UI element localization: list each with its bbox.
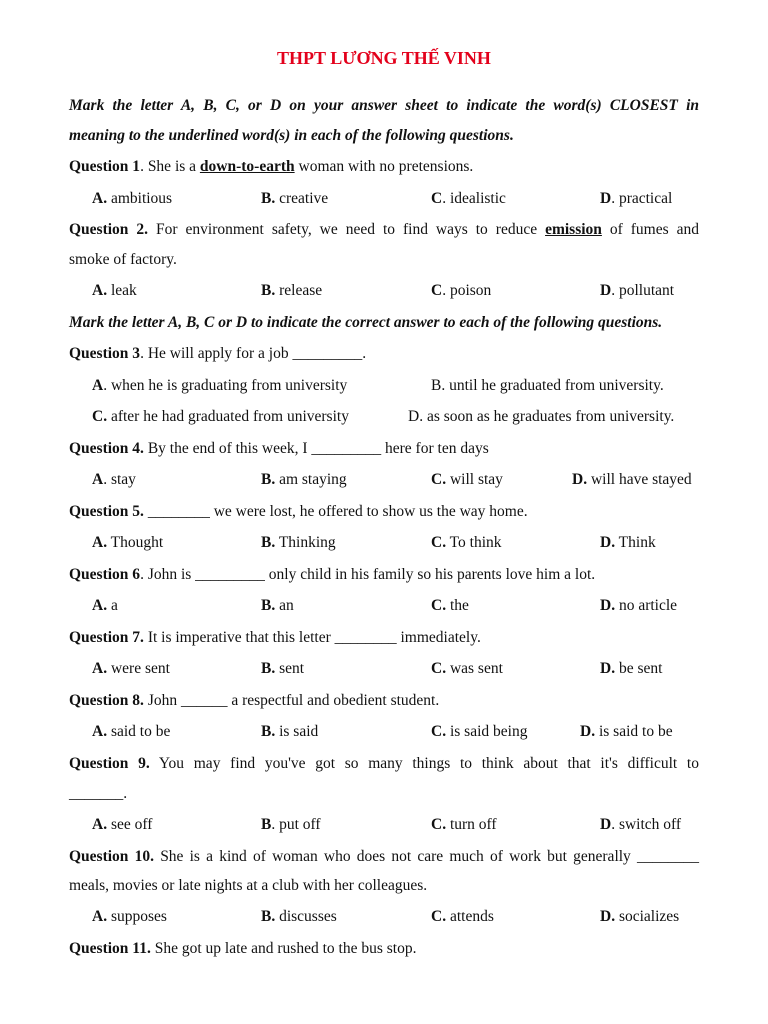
question-text: By the end of this week, I _________ here for ten days (143, 440, 489, 457)
instruction-1-line-2: meaning to the underlined word(s) in each of the following questions. (69, 127, 514, 144)
question-7-options (0, 659, 768, 679)
question-8-options (0, 722, 768, 742)
option-c: C. is said being (431, 723, 528, 740)
option-c: C. attends (431, 908, 494, 925)
question-text: of fumes and (601, 221, 699, 238)
option-b: B. Thinking (261, 534, 336, 551)
question-label: Question 11. (69, 940, 151, 957)
question-label: Question 3 (69, 345, 141, 362)
option-c: C. poison (431, 282, 492, 299)
option-b: B. discusses (261, 908, 337, 925)
question-label: Question 9. (69, 755, 150, 772)
question-label: Question 2. (69, 221, 149, 238)
option-a: A. Thought (92, 534, 164, 551)
instruction-2: Mark the letter A, B, C or D to indicate the correct answer to each of the following questions. (69, 314, 663, 331)
option-b: B. is said (261, 723, 319, 740)
question-label: Question 5. (69, 503, 144, 520)
question-4 (69, 439, 699, 459)
option-a: A. a (92, 597, 118, 614)
option-d: D. practical (600, 190, 673, 207)
question-9 (69, 754, 699, 774)
option-c: C. was sent (431, 660, 503, 677)
question-label: Question 8. (69, 692, 144, 709)
question-text: woman with no pretensions. (294, 158, 474, 175)
question-text: . John is _________ only child in his family so his parents love him a lot. (140, 566, 596, 583)
question-3-options-row-2 (0, 407, 768, 427)
option-c: C. after he had graduated from university (92, 408, 349, 425)
question-text: ________ we were lost, he offered to show us the way home. (143, 503, 528, 520)
question-text: . He will apply for a job _________. (140, 345, 367, 362)
option-b: B. creative (261, 190, 329, 207)
option-d: D. is said to be (580, 723, 673, 740)
question-text: . She is a (140, 158, 200, 175)
question-6 (69, 565, 699, 585)
question-10-line-2: meals, movies or late nights at a club with her colleagues. (69, 877, 428, 894)
option-a: A. supposes (92, 908, 167, 925)
instruction-1-line-1: Mark the letter A, B, C, or D on your answer sheet to indicate the word(s) CLOSEST in (69, 97, 699, 114)
question-label: Question 7. (69, 629, 144, 646)
option-d: D. pollutant (600, 282, 675, 299)
option-a: A. ambitious (92, 190, 173, 207)
question-7 (69, 628, 699, 648)
question-5-options (0, 533, 768, 553)
question-5 (69, 502, 699, 522)
option-b: B. release (261, 282, 323, 299)
question-2-options (0, 281, 768, 301)
option-a: A. stay (92, 471, 136, 488)
option-b: B. an (261, 597, 294, 614)
option-c: C. idealistic (431, 190, 506, 207)
question-label: Question 4. (69, 440, 144, 457)
option-a: A. see off (92, 816, 153, 833)
question-text: You may find you've got so many things to think about that it's difficult to (149, 755, 699, 772)
option-b: B. am staying (261, 471, 347, 488)
question-9-options (0, 815, 768, 835)
question-9-line-2: _______. (69, 785, 128, 802)
question-text: It is imperative that this letter ________ immediately. (143, 629, 481, 646)
question-label: Question 1 (69, 158, 141, 175)
option-a: A. said to be (92, 723, 171, 740)
option-a: A. leak (92, 282, 137, 299)
question-2-line-2: smoke of factory. (69, 251, 177, 268)
question-4-options (0, 470, 768, 490)
question-10 (69, 847, 699, 867)
question-text: John ______ a respectful and obedient student. (143, 692, 440, 709)
option-d: D. switch off (600, 816, 682, 833)
option-c: C. will stay (431, 471, 503, 488)
option-d: D. Think (600, 534, 656, 551)
page-title: THPT LƯƠNG THẾ VINH (277, 48, 491, 68)
question-1-options (0, 189, 768, 209)
question-3 (69, 344, 699, 364)
option-a: A. when he is graduating from university (92, 377, 348, 394)
question-8 (69, 691, 699, 711)
question-label: Question 10. (69, 848, 154, 865)
question-1 (69, 157, 699, 177)
underlined-word: emission (545, 221, 602, 238)
option-d: D. as soon as he graduates from university. (408, 408, 675, 425)
option-c: C. To think (431, 534, 502, 551)
question-6-options (0, 596, 768, 616)
option-b: B. sent (261, 660, 305, 677)
option-b: B. until he graduated from university. (431, 377, 664, 394)
question-11 (69, 939, 699, 959)
option-b: B. put off (261, 816, 321, 833)
question-10-options (0, 907, 768, 927)
option-d: D. no article (600, 597, 678, 614)
underlined-word: down-to-earth (199, 158, 295, 175)
option-a: A. were sent (92, 660, 170, 677)
option-d: D. be sent (600, 660, 663, 677)
option-c: C. the (431, 597, 469, 614)
question-text: She is a kind of woman who does not care much of work but generally ________ (154, 848, 699, 865)
option-d: D. socializes (600, 908, 680, 925)
question-2 (69, 220, 699, 240)
question-3-options-row-1 (0, 376, 768, 396)
option-c: C. turn off (431, 816, 497, 833)
option-d: D. will have stayed (572, 471, 692, 488)
question-label: Question 6 (69, 566, 141, 583)
question-text: For environment safety, we need to find ways to reduce (148, 221, 546, 238)
question-text: She got up late and rushed to the bus stop. (150, 940, 417, 957)
